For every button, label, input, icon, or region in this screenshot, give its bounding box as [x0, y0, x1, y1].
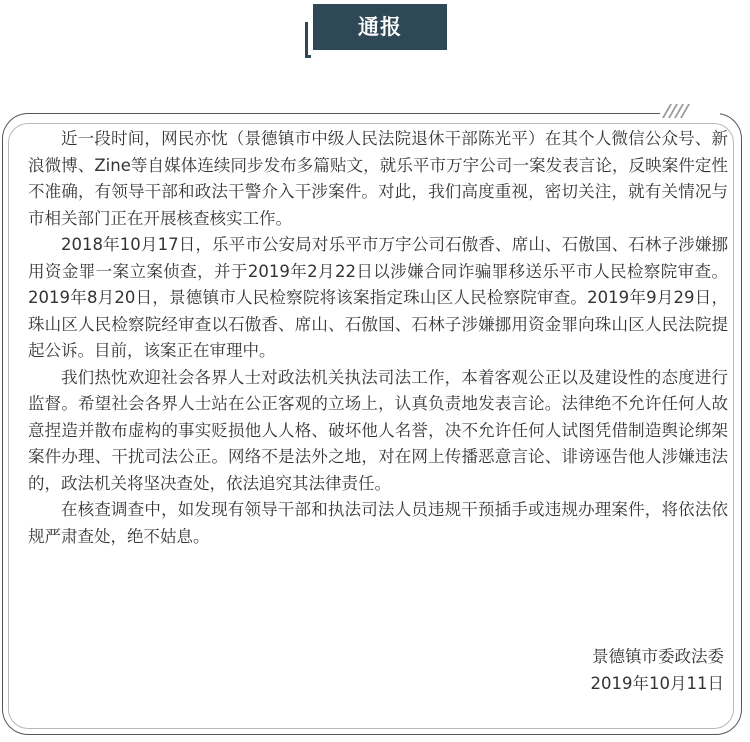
paragraph-4: 在核查调查中，如发现有领导干部和执法司法人员违规干预插手或违规办理案件，将依法依规严肃查处，绝不姑息。: [28, 500, 728, 546]
issue-date: 2019年10月11日: [590, 674, 724, 693]
paragraph-3: 我们热忱欢迎社会各界人士对政法机关执法司法工作，本着客观公正以及建设性的态度进行监督。希望社会各界人士站在公正客观的立场上，认真负责地发表言论。法律绝不允许任何人故意捏造并散布虚构的事实贬损他人人格、破坏他人名誉，决不允许任何人试图凭借制造舆论绑架案件办理、干扰司法公正。网络不是法外之地，对在网上传播恶意言论、诽谤诬告他人涉嫌违法的，政法机关将坚决查处，依法追究其法律责任。: [28, 367, 728, 493]
page-title: 通报: [313, 4, 447, 50]
signature-block: [591, 643, 724, 697]
stripes-decoration: [660, 102, 720, 120]
title-bracket-decoration: [305, 22, 311, 58]
issuer-name: 景德镇市委政法委: [592, 647, 724, 666]
title-badge: [305, 4, 447, 54]
paragraph-2: 2018年10月17日，乐平市公安局对乐平市万宇公司石傲香、席山、石傲国、石林子涉嫌挪用资金罪一案立案侦查，并于2019年2月22日以涉嫌合同诈骗罪移送乐平市人民检察院审查。2019年8月20日，景德镇市人民检察院将该案指定珠山区人民检察院审查。2019年9月29日，珠山区人民检察院经审查以石傲香、席山、石傲国、石林子涉嫌挪用资金罪向珠山区人民法院提起公诉。目前，该案正在审理中。: [28, 235, 728, 360]
paragraph-1: 近一段时间，网民亦忱（景德镇市中级人民法院退休干部陈光平）在其个人微信公众号、新浪微博、Zine等自媒体连续同步发布多篇贴文，就乐平市万宇公司一案发表言论，反映案件定性不准确，有领导干部和政法干警介入干涉案件。对此，我们高度重视，密切关注，就有关情况与市相关部门正在开展核查核实工作。: [28, 129, 728, 228]
notice-body: [28, 126, 728, 550]
